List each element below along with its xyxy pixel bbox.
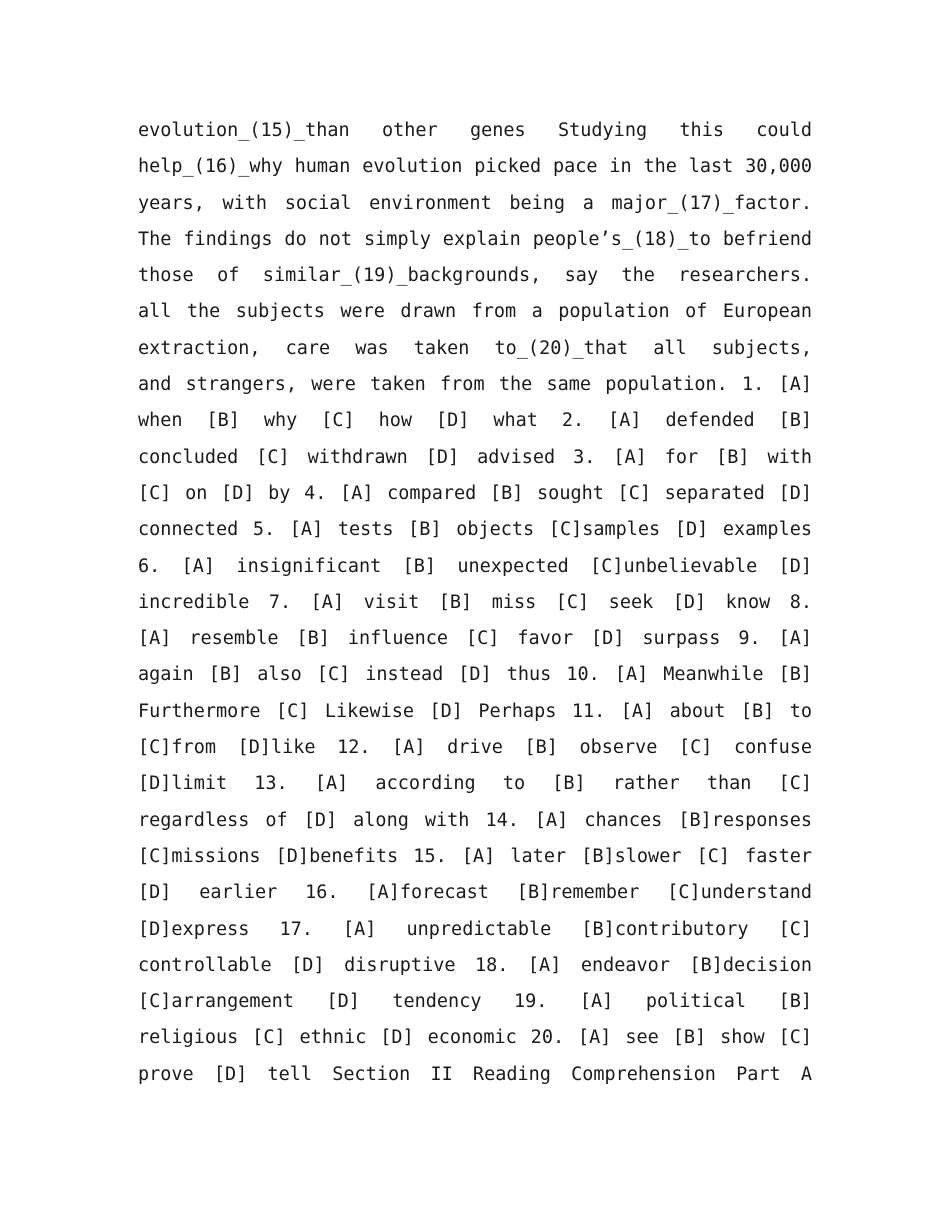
text-line: [D] earlier 16. [A]forecast [B]remember [C]understand (138, 882, 812, 904)
text-line: 6. [A] insignificant [B] unexpected [C]unbelievable [D] (138, 555, 812, 577)
text-line: Furthermore [C] Likewise [D] Perhaps 11. [A] about [B] to (138, 700, 812, 722)
text-line: The findings do not simply explain people’s_(18)_to befriend (138, 228, 812, 250)
text-line: and strangers, were taken from the same population. 1. [A] (138, 374, 812, 396)
text-line: connected 5. [A] tests [B] objects [C]samples [D] examples (138, 519, 812, 541)
text-line: prove [D] tell Section II Reading Comprehension Part A (138, 1063, 812, 1085)
text-line: [A] resemble [B] influence [C] favor [D] surpass 9. [A] (138, 628, 812, 650)
text-line: [D]express 17. [A] unpredictable [B]contributory [C] (138, 918, 812, 940)
text-line: controllable [D] disruptive 18. [A] endeavor [B]decision (138, 954, 812, 976)
body-text (138, 113, 812, 1093)
text-line: all the subjects were drawn from a population of European (138, 301, 812, 323)
text-line: religious [C] ethnic [D] economic 20. [A] see [B] show [C] (138, 1027, 812, 1049)
text-line: when [B] why [C] how [D] what 2. [A] defended [B] (138, 410, 812, 432)
text-line: [C]from [D]like 12. [A] drive [B] observe [C] confuse (138, 737, 812, 759)
text-line: extraction, care was taken to_(20)_that all subjects, (138, 337, 812, 359)
text-line: [C]arrangement [D] tendency 19. [A] political [B] (138, 991, 812, 1013)
text-line: [C]missions [D]benefits 15. [A] later [B]slower [C] faster (138, 845, 812, 867)
text-line: years, with social environment being a major_(17)_factor. (138, 192, 812, 214)
text-line: [C] on [D] by 4. [A] compared [B] sought [C] separated [D] (138, 482, 812, 504)
text-line: [D]limit 13. [A] according to [B] rather than [C] (138, 773, 812, 795)
text-line: evolution_(15)_than other genes Studying this could (138, 120, 812, 141)
text-line: concluded [C] withdrawn [D] advised 3. [A] for [B] with (138, 446, 812, 468)
text-line: those of similar_(19)_backgrounds, say the researchers. (138, 265, 812, 287)
text-line: regardless of [D] along with 14. [A] chances [B]responses (138, 809, 812, 831)
text-line: again [B] also [C] instead [D] thus 10. [A] Meanwhile [B] (138, 664, 812, 686)
text-line: help_(16)_why human evolution picked pace in the last 30,000 (138, 156, 812, 178)
text-line: incredible 7. [A] visit [B] miss [C] seek [D] know 8. (138, 591, 812, 613)
